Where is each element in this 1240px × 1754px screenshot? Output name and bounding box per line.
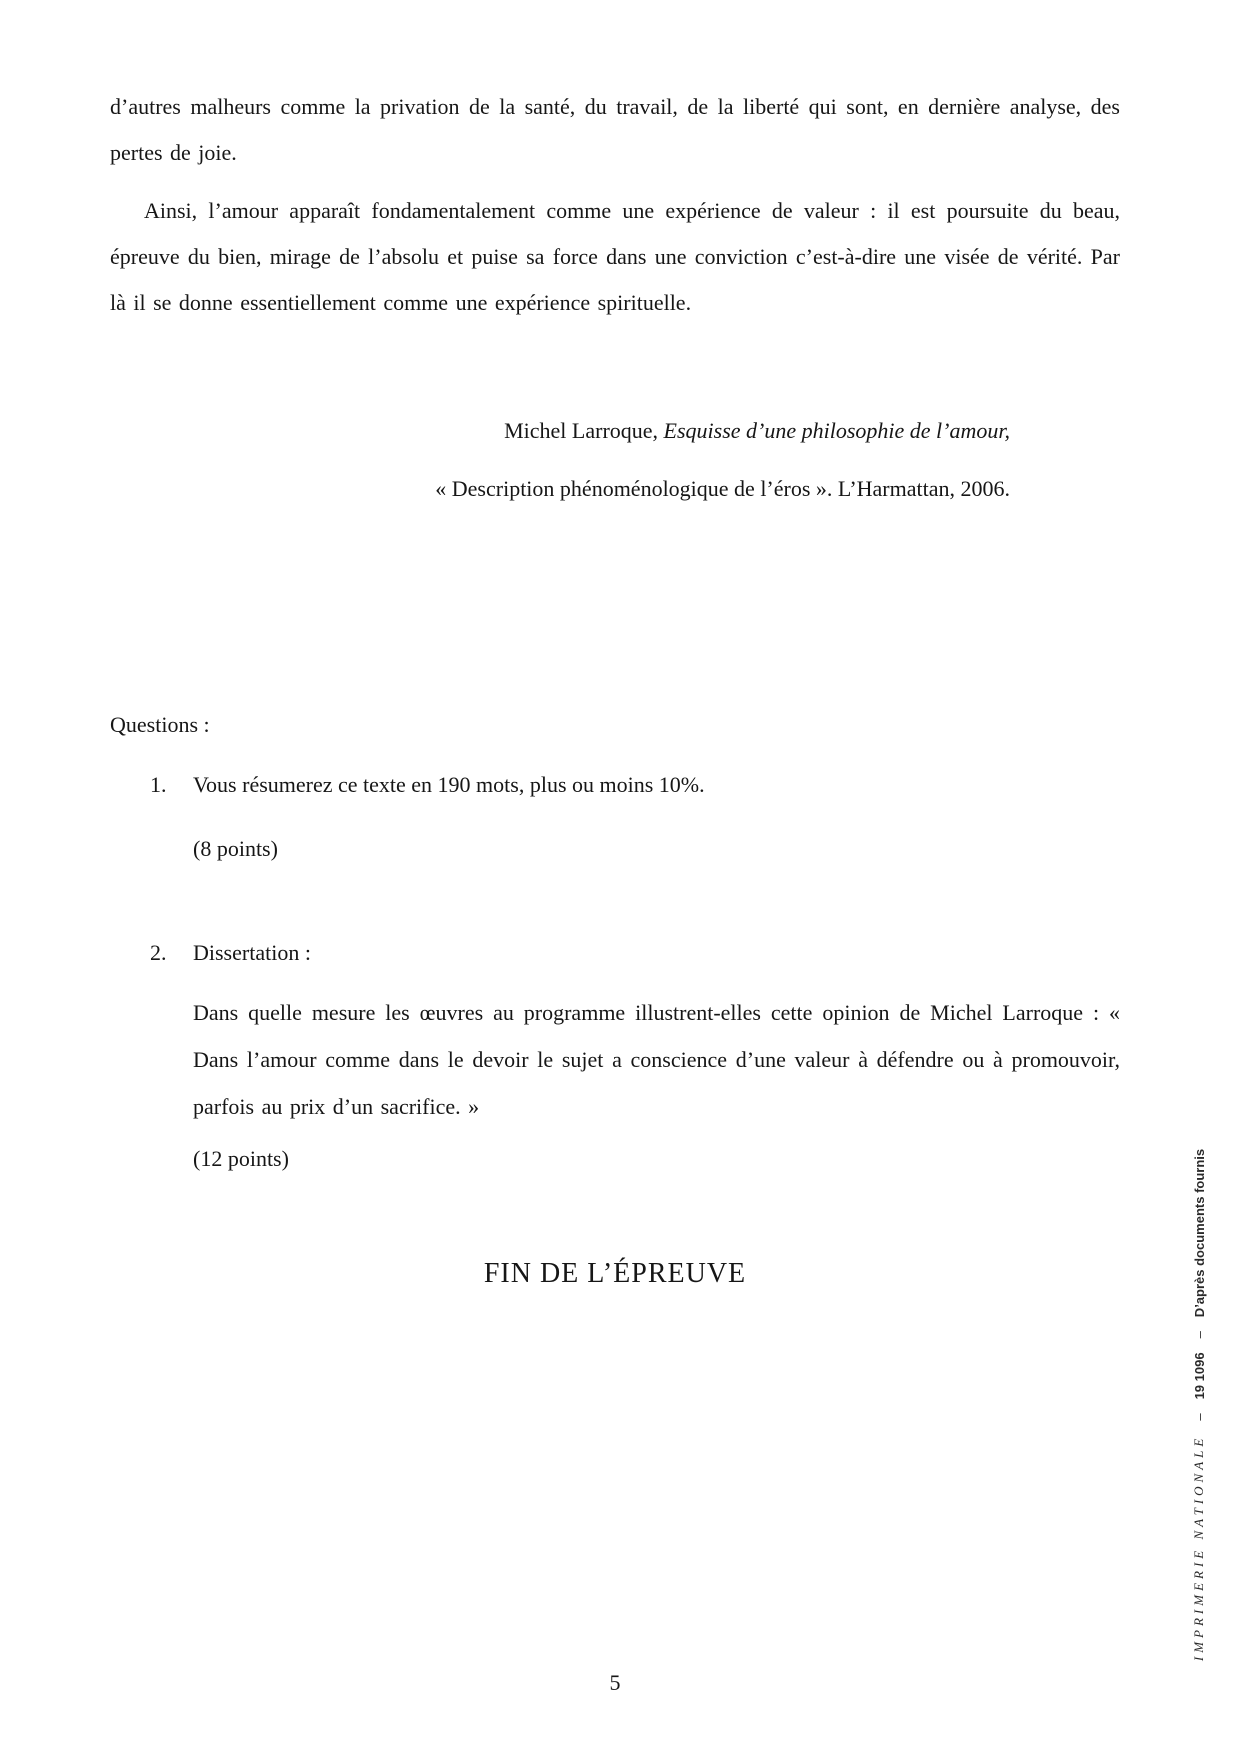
citation-author: Michel Larroque, [504, 418, 664, 443]
sidebar-separator: – [1191, 1413, 1207, 1421]
citation-author-line [110, 408, 1010, 454]
question-1 [110, 762, 1120, 808]
print-reference-sidebar [1190, 1148, 1208, 1662]
question-2-label: Dissertation : [193, 940, 311, 965]
question-2-points: (12 points) [193, 1146, 289, 1171]
citation-work-title: Esquisse d’une philosophie de l’amour, [663, 418, 1010, 443]
question-2 [110, 930, 1120, 976]
question-2-text: Dans quelle mesure les œuvres au programme illustrent-elles cette opinion de Michel Larroque : « Dans l’amour comme dans le devoir le sujet a conscience d’une valeur à défendre ou à promouvoir, parfois au prix d’un sacrifice. » [193, 1000, 1120, 1119]
printer-name: IMPRIMERIE NATIONALE [1191, 1434, 1206, 1662]
question-2-number: 2. [150, 940, 167, 965]
questions-heading: Questions : [110, 712, 210, 737]
paragraph-ainsi: Ainsi, l’amour apparaît fondamentalement comme une expérience de valeur : il est poursuite du beau, épreuve du bien, mirage de l’absolu et puise sa force dans une conviction c’est-à-dire une visée de vérité. Par là il se donne essentiellement comme une expérience spirituelle. [110, 198, 1120, 315]
question-1-text: Vous résumerez ce texte en 190 mots, plus ou moins 10%. [193, 772, 705, 797]
text-column [110, 0, 1120, 1292]
citation-chapter-publisher: « Description phénoménologique de l’éros ». L’Harmattan, 2006. [435, 476, 1010, 501]
documents-note: D’après documents fournis [1191, 1148, 1207, 1318]
question-1-points: (8 points) [193, 836, 278, 861]
paragraph-continuation: d’autres malheurs comme la privation de la santé, du travail, de la liberté qui sont, en dernière analyse, des pertes de joie. [110, 94, 1120, 165]
question-1-number: 1. [150, 772, 167, 797]
end-of-exam-banner: FIN DE L’ÉPREUVE [483, 1258, 747, 1289]
page-number: 5 [609, 1670, 621, 1695]
print-reference-code: 19 1096 [1191, 1352, 1207, 1400]
sidebar-separator: – [1191, 1331, 1207, 1339]
source-citation [110, 408, 1120, 512]
